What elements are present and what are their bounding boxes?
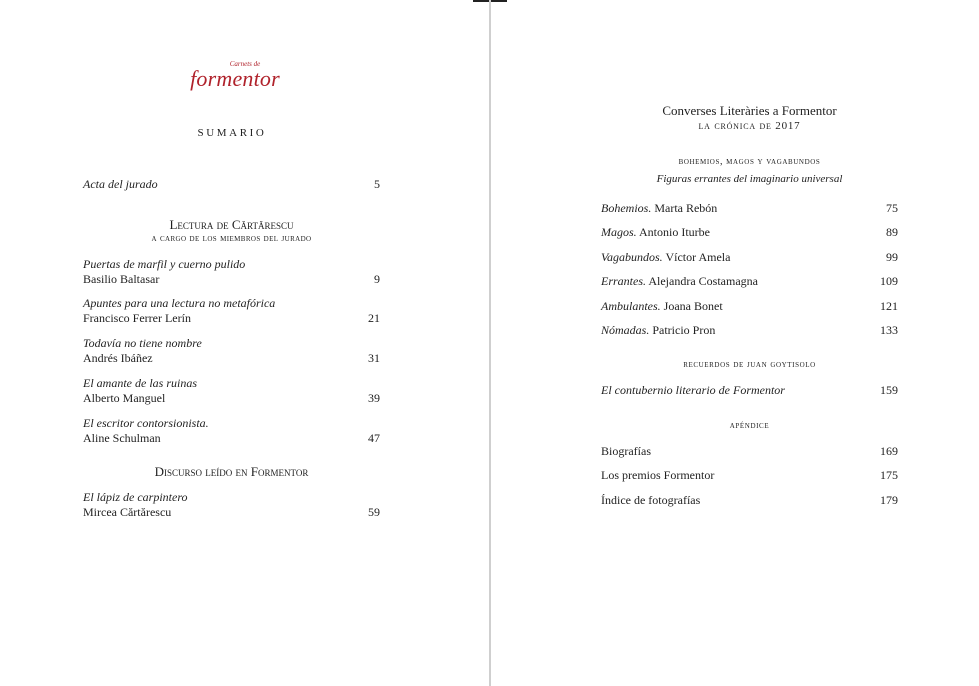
entry-page: 169 <box>880 444 898 458</box>
toc-entry-apendice-0[interactable] <box>601 444 898 459</box>
entry-label: Biografías <box>601 444 651 458</box>
logo-big-text: formentor <box>190 66 280 91</box>
right-page-title: Converses Literàries a Formentor <box>662 103 837 118</box>
entry-page: 89 <box>886 225 898 239</box>
entry-page: 21 <box>368 311 380 325</box>
entry-page: 159 <box>880 383 898 397</box>
right-page-subtitle: la crónica de 2017 <box>698 120 801 132</box>
entry-title: El contubernio literario de Formentor <box>601 383 785 397</box>
entry-author: Patricio Pron <box>652 323 716 337</box>
entry-title: El lápiz de carpintero <box>83 490 188 504</box>
logo-small-text: Carnets de <box>229 60 261 68</box>
entry-page: 5 <box>374 177 380 191</box>
entry-author: Alejandra Costamagna <box>648 274 758 288</box>
entry-page: 59 <box>368 505 380 519</box>
entry-author: Basilio Baltasar <box>83 272 160 286</box>
toc-entry-r4[interactable] <box>601 299 898 314</box>
section-title-goytisolo: recuerdos de juan goytisolo <box>683 359 816 370</box>
entry-title: Nómadas. <box>601 323 650 337</box>
entry-author: Marta Rebón <box>654 201 718 215</box>
toc-entry-1[interactable] <box>83 296 380 326</box>
toc-entry-apendice-1[interactable] <box>601 468 898 483</box>
section-subtitle-figuras: Figuras errantes del imaginario universal <box>656 173 843 185</box>
toc-entry-discurso[interactable] <box>83 490 380 520</box>
toc-entry-contubernio[interactable] <box>601 383 898 398</box>
entry-title: Puertas de marfil y cuerno pulido <box>83 257 246 271</box>
toc-entry-0[interactable] <box>83 257 380 287</box>
entry-title: Bohemios. <box>601 201 652 215</box>
entry-author: Andrés Ibáñez <box>83 351 153 365</box>
entry-page: 47 <box>368 431 380 445</box>
entry-author: Joana Bonet <box>663 299 723 313</box>
entry-page: 9 <box>374 272 380 286</box>
section-title-text: Discurso leído en Formentor <box>154 464 309 479</box>
toc-entry-r1[interactable] <box>601 225 898 240</box>
entry-label: Índice de fotografías <box>601 493 701 507</box>
entry-page: 179 <box>880 493 898 507</box>
entry-page: 175 <box>880 468 898 482</box>
toc-entry-apendice-2[interactable] <box>601 493 898 508</box>
entry-page: 133 <box>880 323 898 337</box>
toc-entry-r2[interactable] <box>601 250 898 265</box>
entry-title: Magos. <box>601 225 637 239</box>
section-title-lectura <box>83 217 380 233</box>
section-subtitle-jurado: a cargo de los miembros del jurado <box>151 233 312 244</box>
entry-title: Errantes. <box>601 274 646 288</box>
toc-entry-3[interactable] <box>83 376 380 406</box>
entry-title: Acta del jurado <box>83 177 158 191</box>
entry-title: El escritor contorsionista. <box>83 416 209 430</box>
toc-entry-r5[interactable] <box>601 323 898 338</box>
entry-title: Todavía no tiene nombre <box>83 336 202 350</box>
entry-page: 121 <box>880 299 898 313</box>
section-title-apendice: apéndice <box>729 420 770 431</box>
entry-author: Antonio Iturbe <box>639 225 711 239</box>
entry-title: Ambulantes. <box>601 299 661 313</box>
entry-author: Aline Schulman <box>83 431 161 445</box>
sumario-heading: SUMARIO <box>197 127 267 139</box>
toc-entry-acta[interactable] <box>83 177 380 192</box>
toc-entry-2[interactable] <box>83 336 380 366</box>
entry-page: 39 <box>368 391 380 405</box>
toc-entry-r0[interactable] <box>601 201 898 216</box>
toc-entry-4[interactable] <box>83 416 380 446</box>
entry-page: 99 <box>886 250 898 264</box>
entry-label: Los premios Formentor <box>601 468 715 482</box>
entry-author: Francisco Ferrer Lerín <box>83 311 191 325</box>
left-page <box>0 0 489 686</box>
section-title-text: Lectura de Cărtărescu <box>169 217 294 232</box>
entry-page: 75 <box>886 201 898 215</box>
formentor-logo <box>185 60 285 90</box>
entry-title: Apuntes para una lectura no metafórica <box>83 296 276 310</box>
entry-title: Vagabundos. <box>601 250 663 264</box>
entry-author: Víctor Amela <box>665 250 731 264</box>
entry-author: Mircea Cărtărescu <box>83 505 172 519</box>
entry-title: El amante de las ruinas <box>83 376 197 390</box>
right-page <box>491 0 979 686</box>
entry-page: 31 <box>368 351 380 365</box>
section-title-bohemios: bohemios, magos y vagabundos <box>678 156 821 167</box>
toc-entry-r3[interactable] <box>601 274 898 289</box>
entry-page: 109 <box>880 274 898 288</box>
entry-author: Alberto Manguel <box>83 391 166 405</box>
section-title-discurso <box>83 464 380 480</box>
